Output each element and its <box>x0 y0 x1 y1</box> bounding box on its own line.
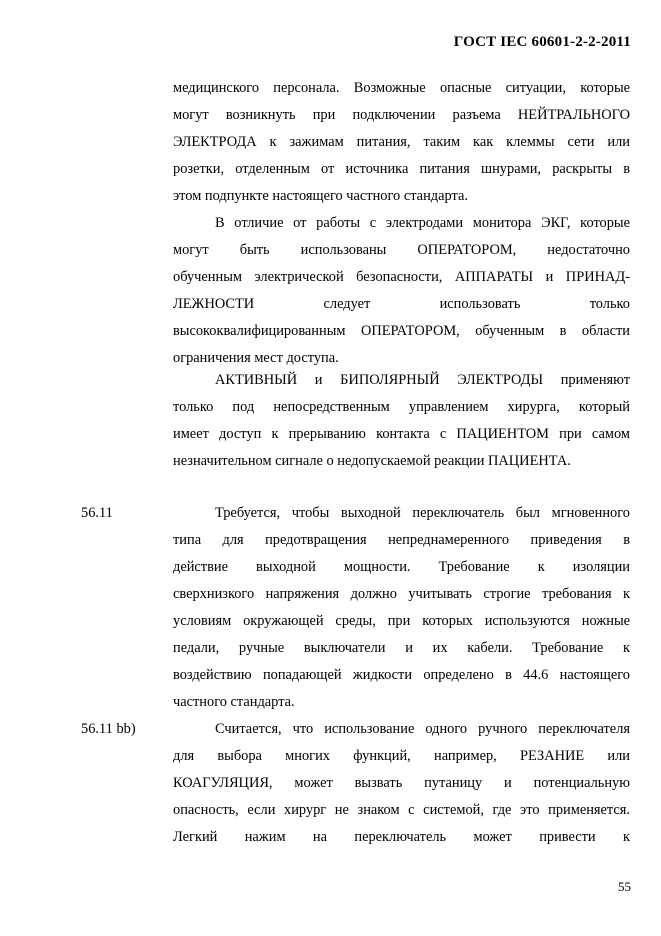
text-line: воздействию попадающей жидкости определено в 44.6 настоящего <box>173 667 630 683</box>
text-line: могут быть использованы ОПЕРАТОРОМ, недостаточно <box>173 242 630 258</box>
text-line: типа для предотвращения непреднамеренного приведения в <box>173 532 630 548</box>
text-line: частного стандарта. <box>173 694 295 710</box>
text-line: для выбора многих функций, например, РЕЗАНИЕ или <box>173 748 630 764</box>
text-line: только под непосредственным управлением хирурга, который <box>173 399 630 415</box>
clause-paragraph <box>173 500 630 716</box>
text-line: розетки, отделенным от источника питания шнурами, раскрыты в <box>173 161 630 177</box>
text-line: высококвалифицированным ОПЕРАТОРОМ, обученным в области <box>173 323 630 339</box>
text-line: ограничения мест доступа. <box>173 350 339 366</box>
text-line: медицинского персонала. Возможные опасные ситуации, которые <box>173 80 630 96</box>
text-line: педали, ручные выключатели и их кабели. Требование к <box>173 640 630 656</box>
text-line: имеет доступ к прерыванию контакта с ПАЦИЕНТОМ при самом <box>173 426 630 442</box>
page-number: 55 <box>618 879 631 894</box>
text-line: незначительном сигнале о недопускаемой реакции ПАЦИЕНТА. <box>173 453 571 469</box>
text-line: обученным электрической безопасности, АППАРАТЫ и ПРИНАД- <box>173 269 630 285</box>
paragraph <box>173 367 630 475</box>
text-line: условиям окружающей среды, при которых используются ножные <box>173 613 630 629</box>
text-line: действие выходной мощности. Требование к изоляции <box>173 559 630 575</box>
clause-number: 56.11 <box>81 505 113 521</box>
text-line: ЛЕЖНОСТИ следует использовать только <box>173 296 630 312</box>
document-header-standard: ГОСТ IEC 60601-2-2-2011 <box>453 34 631 50</box>
text-line: ЭЛЕКТРОДА к зажимам питания, таким как клеммы сети или <box>173 134 630 150</box>
text-line: сверхнизкого напряжения должно учитывать строгие требования к <box>173 586 630 602</box>
text-line: КОАГУЛЯЦИЯ, может вызвать путаницу и потенциальную <box>173 775 630 791</box>
paragraph <box>173 210 630 372</box>
text-line: могут возникнуть при подключении разъема НЕЙТРАЛЬНОГО <box>173 107 630 123</box>
clause-number: 56.11 bb) <box>81 721 136 737</box>
paragraph <box>173 75 630 210</box>
text-line: опасность, если хирург не знаком с системой, где это применяется. <box>173 802 630 818</box>
text-line: АКТИВНЫЙ и БИПОЛЯРНЫЙ ЭЛЕКТРОДЫ применяют <box>215 372 630 388</box>
text-line: Считается, что использование одного ручного переключателя <box>215 721 630 737</box>
clause-paragraph <box>173 716 630 851</box>
text-line: этом подпункте настоящего частного стандарта. <box>173 188 468 204</box>
text-line: Требуется, чтобы выходной переключатель был мгновенного <box>215 505 630 521</box>
text-line: Легкий нажим на переключатель может привести к <box>173 829 630 845</box>
text-line: В отличие от работы с электродами монитора ЭКГ, которые <box>215 215 630 231</box>
